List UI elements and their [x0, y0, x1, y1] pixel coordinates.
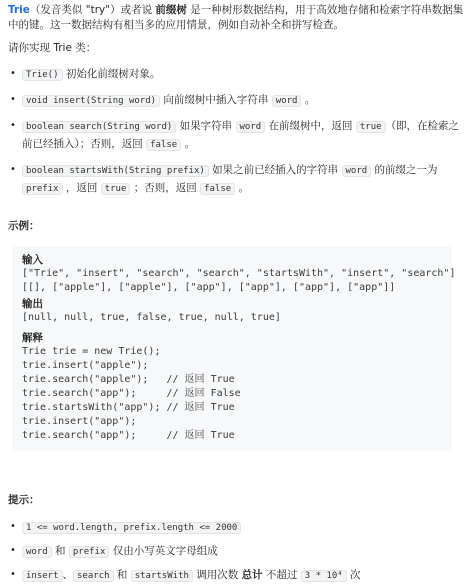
explain-line: Trie trie = new Trie(); — [22, 346, 161, 357]
code-snippet: true — [101, 183, 131, 195]
output-line: [null, null, true, false, true, null, true] — [22, 312, 281, 323]
methods-list — [8, 65, 466, 197]
tip-text: 、 — [62, 569, 74, 581]
code-snippet: boolean search(String word) — [22, 121, 176, 133]
tip-text: 和 — [51, 545, 69, 557]
code-snippet: boolean startsWith(String prefix) — [22, 165, 209, 177]
tip-text: 次 — [346, 569, 361, 581]
code-snippet: word — [22, 546, 52, 558]
explain-line: trie.search("apple"); // 返回 True — [22, 374, 235, 385]
tips-title: 提示： — [8, 494, 40, 506]
bullet-icon: • — [10, 68, 16, 79]
tip-text: 调用次数 — [192, 569, 242, 581]
explain-line: trie.insert("app"); — [22, 416, 137, 427]
prefix-tree-term: 前缀树 — [155, 4, 187, 16]
method-text: 。 — [181, 138, 196, 150]
method-text: （即，在检索之前已经插入）；否则，返回 — [22, 120, 460, 150]
explain-label: 解释 — [22, 332, 43, 344]
method-text: ；否则，返回 — [130, 182, 201, 194]
tip-text: 和 — [113, 569, 131, 581]
code-snippet: 3 * 10⁴ — [301, 570, 347, 582]
code-snippet: false — [146, 139, 181, 151]
implement-text: 请你实现 Trie 类： — [8, 42, 97, 54]
example-title: 示例： — [8, 220, 40, 232]
tip-text: 不超过 — [262, 569, 301, 581]
input-label: 输入 — [22, 254, 43, 266]
method-text: 的前缀之一为 — [371, 164, 438, 176]
example-block — [12, 246, 456, 451]
code-snippet: word — [236, 121, 266, 133]
tips-section — [8, 493, 466, 584]
code-snippet: true — [356, 121, 386, 133]
trie-term: Trie — [8, 4, 30, 16]
tips-list — [8, 518, 466, 584]
method-text: 初始化前缀树对象。 — [62, 68, 161, 80]
method-text: 如果字符串 — [176, 120, 236, 132]
method-text: ，返回 — [62, 182, 101, 194]
method-item-search — [8, 117, 466, 153]
explain-line: trie.insert("apple"); — [22, 360, 149, 371]
code-snippet: false — [200, 183, 235, 195]
method-text: 如果之前已经插入的字符串 — [208, 164, 342, 176]
bullet-icon: • — [10, 94, 16, 105]
method-text: 在前缀树中，返回 — [265, 120, 356, 132]
intro-paragraph — [8, 0, 466, 33]
code-snippet: void insert(String word) — [22, 95, 160, 107]
code-snippet: insert — [22, 570, 63, 582]
code-snippet: word — [272, 95, 302, 107]
method-item-startswith — [8, 161, 466, 197]
explain-line: trie.startsWith("app"); // 返回 True — [22, 402, 235, 413]
bullet-icon: • — [10, 569, 16, 580]
code-snippet: word — [342, 165, 372, 177]
code-snippet: Trie() — [22, 69, 63, 81]
tip-text: 仅由小写英文字母组成 — [109, 545, 218, 557]
code-snippet: startsWith — [131, 570, 193, 582]
explain-line: trie.search("app"); // 返回 False — [22, 388, 241, 399]
code-snippet: search — [73, 570, 114, 582]
tip-item-calls — [8, 566, 466, 584]
tip-item-charset — [8, 542, 466, 560]
method-text: 。 — [235, 182, 250, 194]
bullet-icon: • — [10, 521, 16, 532]
output-label: 输出 — [22, 298, 43, 310]
input-line: ["Trie", "insert", "search", "search", "startsWith", "insert", "search"] — [22, 268, 456, 279]
method-item-insert — [8, 91, 466, 109]
method-item-trie — [8, 65, 466, 83]
tip-item-length — [8, 518, 466, 536]
bullet-icon: • — [10, 164, 16, 175]
tip-bold-total: 总计 — [241, 569, 263, 581]
intro-text-2: 是一种树形数据结构，用于高效地存储和检索字符串数据集中的键。这一数据结构有相当多的应用情景，例如自动补全和拼写检查。 — [8, 4, 464, 31]
bullet-icon: • — [10, 545, 16, 556]
input-line: [[], ["apple"], ["apple"], ["app"], ["app"], ["app"], ["app"]] — [22, 282, 396, 293]
code-snippet: 1 <= word.length, prefix.length <= 2000 — [22, 522, 241, 534]
explain-line: trie.search("app"); // 返回 True — [22, 430, 235, 441]
code-snippet: prefix — [69, 546, 110, 558]
method-text: 向前缀树中插入字符串 — [160, 94, 272, 106]
intro-text-1: （发音类似 "try"）或者说 — [29, 4, 156, 16]
code-snippet: prefix — [22, 183, 63, 195]
method-text: 。 — [301, 94, 316, 106]
bullet-icon: • — [10, 120, 16, 131]
